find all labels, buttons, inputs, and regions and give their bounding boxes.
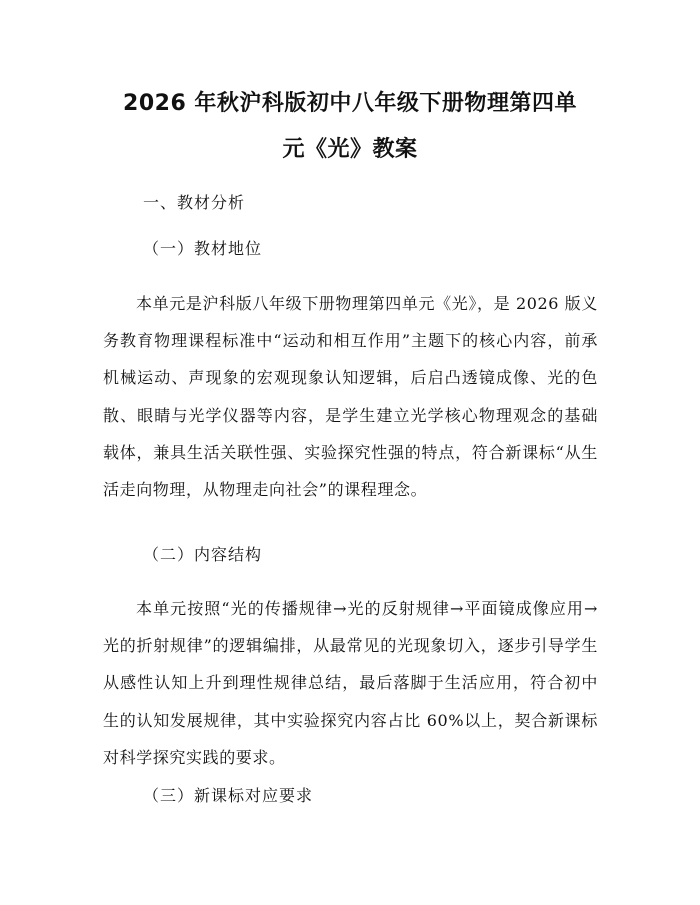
paragraph-material-position: 本单元是沪科版八年级下册物理第四单元《光》，是 2026 版义务教育物理课程标准中“运动和相互作用”主题下的核心内容，前承机械运动、声现象的宏观现象认知逻辑，后启凸透镜成像、光的色散、眼睛与光学仪器等内容，是学生建立光学核心物理观念的基础载体，兼具生活关联性强、实验探究性强的特点，符合新课标“从生活走向物理，从物理走向社会”的课程理念。 (103, 294, 598, 500)
subheading-content-structure: （二）内容结构 (143, 545, 263, 564)
document-title-line-1: 2026 年秋沪科版初中八年级下册物理第四单 (123, 91, 577, 116)
paragraph-content-structure: 本单元按照“光的传播规律→光的反射规律→平面镜成像应用→光的折射规律”的逻辑编排，从最常见的光现象切入，逐步引导学生从感性认知上升到理性规律总结，最后落脚于生活应用，符合初中生的认知发展规律，其中实验探究内容占比 60%以上，契合新课标对科学探究实践的要求。 (103, 599, 598, 767)
subheading-material-position: （一）教材地位 (143, 239, 263, 258)
subheading-curriculum-requirements: （三）新课标对应要求 (143, 786, 314, 805)
section-heading-teaching-material-analysis: 一、教材分析 (143, 193, 246, 212)
document-title-line-2: 元《光》教案 (282, 137, 418, 162)
